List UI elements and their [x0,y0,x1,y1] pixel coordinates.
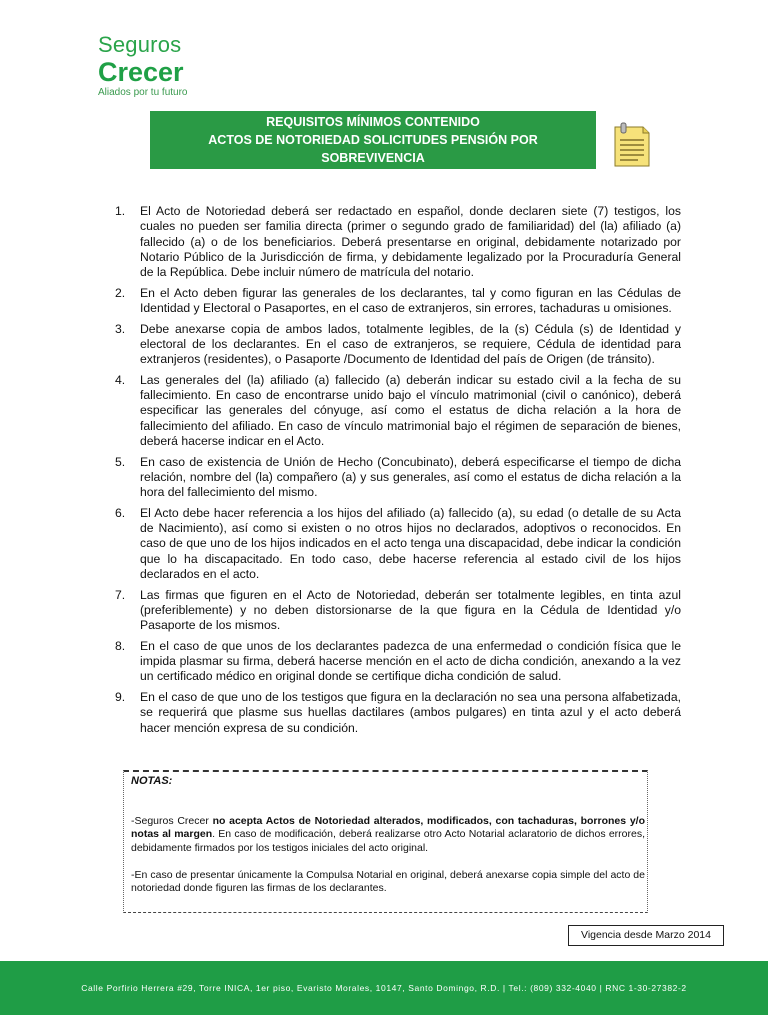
list-item [115,286,681,317]
notes-p1-bold: no acepta Actos de Notoriedad alterados, modificados, con tachaduras, borrones y/o notas al margen [131,815,645,841]
notes-p1-suffix: . En caso de modificación, deberá realizarse otro Acto Notarial aclaratorio de dichos errores, debidamente firmados por los testigos iniciales del acto original. [131,828,645,854]
list-item [115,322,681,368]
item-text: En caso de existencia de Unión de Hecho (Concubinato), deberá especificarse el tiempo de dicha relación, nombre del (la) compañero (a) y sus generales, así como el estatus de dicha relación a la hora del fallecimiento del mismo. [140,454,681,500]
company-logo [98,34,188,99]
notes-p1-prefix: -Seguros Crecer [131,815,213,827]
item-number: 7. [115,587,126,602]
item-text: Las generales del (la) afiliado (a) fallecido (a) deberán indicar su estado civil a la fecha de su fallecimiento. En caso de encontrarse unido bajo el vínculo matrimonial (civil o canónico), deberá especificar las generales del cónyuge, así como el estatus de dicha relación a la hora de fallecimiento del afiliado. En caso de vínculo matrimonial bajo el régimen de separación de bienes, deberá hacerse indicar en el Acto. [140,372,681,449]
item-text: El Acto de Notoriedad deberá ser redactado en español, donde declaren siete (7) testigos, los cuales no pueden ser familia directa (primer o segundo grado de familiaridad) del (la) afiliado (a) fallecido (a) o de los beneficiarios. Deberá presentarse en original, debidamente notarizado por Notario Público de la Jurisdicción de firma, y debidamente legalizado por la Procuraduría General de la República. Debe incluir número de matrícula del notario. [140,204,681,280]
item-text: En el caso de que unos de los declarantes padezca de una enfermedad o condición física que le impida plasmar su firma, deberá hacerse mención en el acto de dicha condición, anexando a la vez un certificado médico en original donde se certifique dicha condición de salud. [140,638,681,684]
item-text: En el Acto deben figurar las generales de los declarantes, tal y como figuran en las Cédulas de Identidad y Electoral o Pasaportes, en el caso de extranjeros, sin errores, tachaduras u omisiones. [140,285,681,316]
item-number: 6. [115,505,126,520]
list-item [115,690,681,736]
logo-tagline: Aliados por tu futuro [98,87,188,98]
logo-line1: Seguros [98,32,182,57]
banner-line1: REQUISITOS MÍNIMOS CONTENIDO [266,115,480,129]
item-number: 3. [115,321,126,336]
list-item [115,639,681,685]
document-icon [612,122,652,168]
notes-paragraph-1 [131,815,645,855]
title-banner [150,111,596,169]
item-text: Debe anexarse copia de ambos lados, totalmente legibles, de la (s) Cédula (s) de Identidad y electoral de los declarantes. En el caso de extranjeros, se requiere, Cédula de identidad para extranjeros (residentes), o Pasaporte /Documento de Identidad del país de Origen (de tránsito). [140,321,681,367]
item-number: 5. [115,454,126,469]
list-item [115,588,681,634]
item-text: En el caso de que uno de los testigos que figura en la declaración no sea una persona alfabetizada, se requerirá que plasme sus huellas dactilares (ambos pulgares) en tinta azul y el acto deberá hacer mención expresa de su condición. [140,689,681,735]
item-text: Las firmas que figuren en el Acto de Notoriedad, deberán ser totalmente legibles, en tinta azul (preferiblemente) y no deben distorsionarse de la que figura en la Cédula de Identidad y/o Pasaporte de los mismos. [140,587,681,633]
item-number: 2. [115,285,126,300]
notes-box [123,770,648,913]
item-number: 8. [115,638,126,653]
item-text: El Acto debe hacer referencia a los hijos del afiliado (a) fallecido (a), su edad (o detalle de su Acta de Nacimiento), así como si existen o no otros hijos no declarados, adoptivos o reconocidos. En caso de que uno de los hijos indicados en el acto tenga una discapacidad, debe indicar la condición que lo ha discapacitado. En todo caso, debe hacerse referencia al estado civil de los hijos declarados en el acto. [140,505,681,582]
banner-line2: ACTOS DE NOTORIEDAD SOLICITUDES PENSIÓN POR [208,133,538,147]
validity-label: Vigencia desde Marzo 2014 [568,925,724,946]
list-item [115,204,681,280]
item-number: 1. [115,204,126,218]
requirements-list [115,204,681,741]
item-number: 9. [115,689,126,704]
list-item [115,455,681,501]
list-item [115,373,681,449]
notes-title: NOTAS: [131,775,173,787]
list-item [115,506,681,582]
banner-line3: SOBREVIVENCIA [321,151,425,165]
notes-paragraph-2: -En caso de presentar únicamente la Compulsa Notarial en original, deberá anexarse copia simple del acto de notoriedad donde figuren las firmas de los declarantes. [131,869,645,895]
footer-text: Calle Porfirio Herrera #29, Torre INICA, 1er piso, Evaristo Morales, 10147, Santo Domingo, R.D. | Tel.: (809) 332-4040 | RNC 1-30-27382-2 [81,983,687,993]
logo-line2: Crecer [98,57,184,87]
item-number: 4. [115,372,126,387]
footer-bar [0,961,768,1015]
